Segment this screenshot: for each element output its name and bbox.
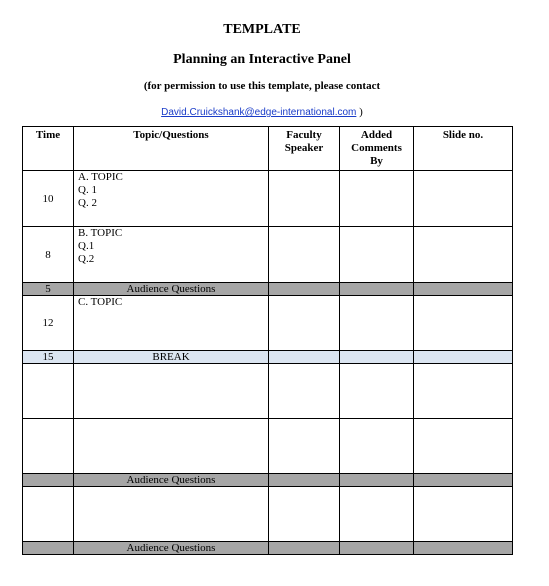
faculty-speaker-cell[interactable] — [269, 474, 340, 487]
slide-no-cell[interactable] — [414, 364, 513, 419]
slide-no-cell[interactable] — [414, 474, 513, 487]
contact-close-paren: ) — [359, 106, 363, 118]
audience-questions-label: Audience Questions — [74, 283, 269, 296]
table-row — [23, 419, 513, 474]
table-row — [23, 171, 513, 227]
slide-no-cell[interactable] — [414, 283, 513, 296]
added-comments-cell[interactable] — [340, 364, 414, 419]
faculty-speaker-cell[interactable] — [269, 419, 340, 474]
topic-cell[interactable] — [74, 419, 269, 474]
faculty-speaker-cell[interactable] — [269, 283, 340, 296]
column-header-added-comments: Added Comments By — [340, 127, 414, 171]
slide-no-cell[interactable] — [414, 419, 513, 474]
table-row — [23, 364, 513, 419]
slide-no-cell[interactable] — [414, 351, 513, 364]
topic-cell[interactable] — [74, 364, 269, 419]
topic-heading: B. TOPIC — [78, 227, 123, 239]
faculty-speaker-cell[interactable] — [269, 542, 340, 555]
added-comments-cell[interactable] — [340, 474, 414, 487]
added-comments-cell[interactable] — [340, 227, 414, 283]
column-header-slide: Slide no. — [414, 127, 513, 171]
time-cell[interactable]: 10 — [23, 171, 74, 227]
faculty-speaker-cell[interactable] — [269, 351, 340, 364]
added-comments-cell[interactable] — [340, 283, 414, 296]
time-cell[interactable]: 8 — [23, 227, 74, 283]
time-cell[interactable] — [23, 419, 74, 474]
page-title: TEMPLATE — [223, 22, 301, 37]
topic-heading: A. TOPIC — [78, 171, 123, 183]
faculty-speaker-cell[interactable] — [269, 487, 340, 542]
audience-questions-row — [23, 542, 513, 555]
column-header-topic: Topic/Questions — [74, 127, 269, 171]
time-cell[interactable]: 15 — [23, 351, 74, 364]
added-comments-cell[interactable] — [340, 351, 414, 364]
slide-no-cell[interactable] — [414, 487, 513, 542]
added-comments-cell[interactable] — [340, 419, 414, 474]
faculty-speaker-cell[interactable] — [269, 364, 340, 419]
audience-questions-row — [23, 474, 513, 487]
faculty-speaker-cell[interactable] — [269, 296, 340, 351]
added-comments-cell[interactable] — [340, 296, 414, 351]
time-cell[interactable] — [23, 487, 74, 542]
added-comments-cell[interactable] — [340, 542, 414, 555]
panel-plan-table — [22, 126, 513, 555]
table-row — [23, 487, 513, 542]
faculty-speaker-cell[interactable] — [269, 227, 340, 283]
table-row — [23, 296, 513, 351]
break-row — [23, 351, 513, 364]
contact-email-link[interactable]: David.Cruickshank@edge-international.com — [161, 107, 357, 118]
contact-line — [0, 106, 524, 118]
permission-note: (for permission to use this template, please contact — [143, 80, 381, 92]
question-line: Q.2 — [78, 253, 95, 265]
added-comments-cell[interactable] — [340, 171, 414, 227]
time-cell[interactable]: 12 — [23, 296, 74, 351]
table-row — [23, 227, 513, 283]
break-label: BREAK — [74, 351, 269, 364]
question-line: Q.1 — [78, 240, 95, 252]
page-subtitle: Planning an Interactive Panel — [173, 52, 351, 67]
topic-cell[interactable] — [74, 227, 269, 283]
column-header-time: Time — [23, 127, 74, 171]
question-line: Q. 1 — [78, 184, 97, 196]
faculty-speaker-cell[interactable] — [269, 171, 340, 227]
audience-questions-label: Audience Questions — [74, 474, 269, 487]
topic-heading: C. TOPIC — [78, 296, 123, 308]
slide-no-cell[interactable] — [414, 296, 513, 351]
time-cell[interactable]: 5 — [23, 283, 74, 296]
audience-questions-label: Audience Questions — [74, 542, 269, 555]
added-comments-cell[interactable] — [340, 487, 414, 542]
topic-cell[interactable] — [74, 171, 269, 227]
question-line: Q. 2 — [78, 197, 97, 209]
topic-cell[interactable] — [74, 296, 269, 351]
audience-questions-row — [23, 283, 513, 296]
slide-no-cell[interactable] — [414, 171, 513, 227]
slide-no-cell[interactable] — [414, 542, 513, 555]
time-cell[interactable] — [23, 474, 74, 487]
topic-cell[interactable] — [74, 487, 269, 542]
slide-no-cell[interactable] — [414, 227, 513, 283]
table-header-row — [23, 127, 513, 171]
time-cell[interactable] — [23, 542, 74, 555]
time-cell[interactable] — [23, 364, 74, 419]
column-header-faculty: Faculty Speaker — [269, 127, 340, 171]
